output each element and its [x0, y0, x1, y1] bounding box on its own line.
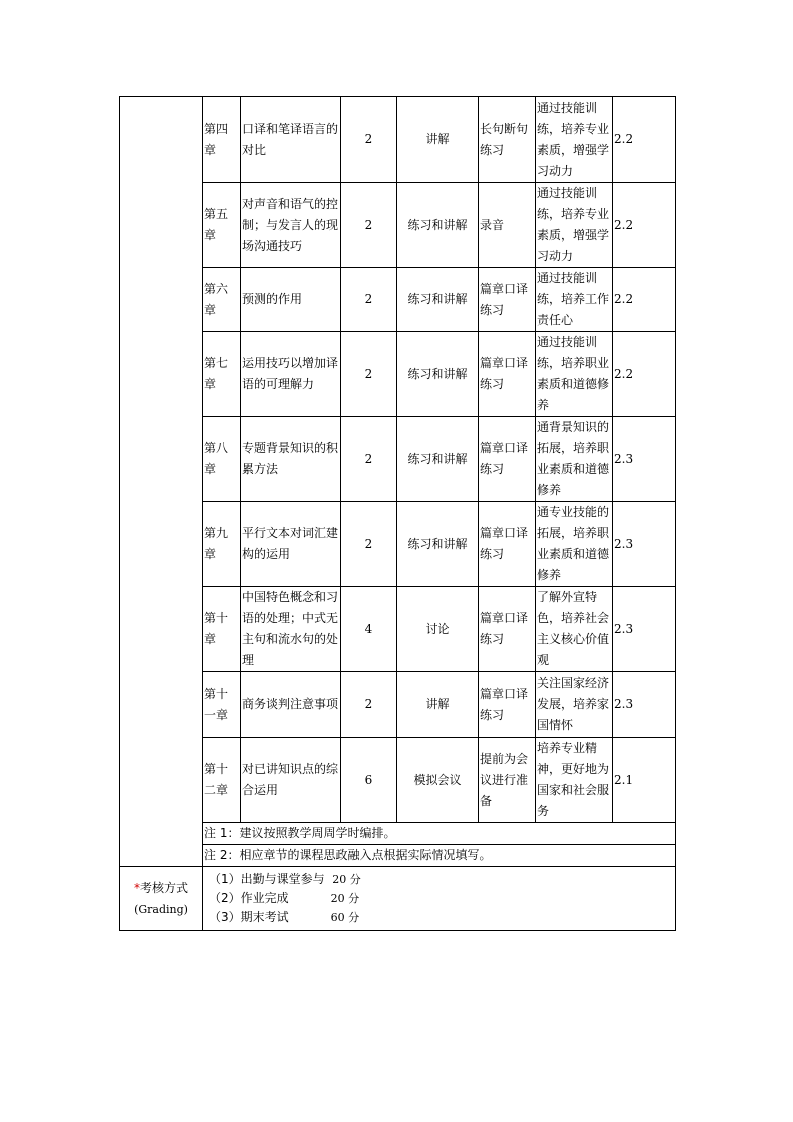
homework-cell: 提前为会议进行准备: [479, 738, 536, 823]
method-cell: 模拟会议: [397, 738, 479, 823]
grading-label-en: (Grading): [134, 902, 188, 916]
objective-cell: 2.3: [613, 502, 676, 587]
method-cell: 讨论: [397, 587, 479, 672]
ideology-cell: 通过技能训练，培养专业素质，增强学习动力: [536, 183, 613, 268]
ideology-cell: 培养专业精神，更好地为国家和社会服务: [536, 738, 613, 823]
grading-item-name: 作业完成: [240, 891, 289, 905]
hours-cell: 2: [341, 332, 397, 417]
chapter-cell: 第十章: [203, 587, 241, 672]
hours-cell: 2: [341, 183, 397, 268]
content-cell: 对已讲知识点的综合运用: [241, 738, 341, 823]
objective-cell: 2.2: [613, 332, 676, 417]
grading-item-name: 期末考试: [240, 910, 289, 924]
chapter-cell: 第八章: [203, 417, 241, 502]
chapter-cell: 第五章: [203, 183, 241, 268]
ideology-cell: 通背景知识的拓展，培养职业素质和道德修养: [536, 417, 613, 502]
note-row: [120, 823, 676, 845]
table-row: [120, 672, 676, 738]
course-schedule-table: [119, 96, 676, 931]
objective-cell: 2.1: [613, 738, 676, 823]
table-row: [120, 268, 676, 332]
note-text: 注 2：相应章节的课程思政融入点根据实际情况填写。: [203, 845, 676, 867]
method-cell: 讲解: [397, 672, 479, 738]
hours-cell: 2: [341, 672, 397, 738]
table-row: [120, 738, 676, 823]
method-cell: 讲解: [397, 97, 479, 183]
homework-cell: 篇章口译练习: [479, 587, 536, 672]
objective-cell: 2.3: [613, 417, 676, 502]
grading-item: [203, 908, 675, 927]
chapter-cell: 第十二章: [203, 738, 241, 823]
method-cell: 练习和讲解: [397, 417, 479, 502]
ideology-cell: 通过技能训练，培养专业素质，增强学习动力: [536, 97, 613, 183]
ideology-cell: 通过技能训练，培养职业素质和道德修养: [536, 332, 613, 417]
homework-cell: 录音: [479, 183, 536, 268]
chapter-cell: 第四章: [203, 97, 241, 183]
hours-cell: 4: [341, 587, 397, 672]
hours-cell: 2: [341, 97, 397, 183]
hours-cell: 2: [341, 417, 397, 502]
table-row: [120, 587, 676, 672]
grading-row: [120, 867, 676, 931]
objective-cell: 2.2: [613, 97, 676, 183]
grading-label-cell: [120, 867, 203, 931]
chapter-cell: 第七章: [203, 332, 241, 417]
grading-item-number: （1）: [209, 872, 241, 886]
table-row: [120, 183, 676, 268]
homework-cell: 篇章口译练习: [479, 332, 536, 417]
grading-item-number: （3）: [209, 910, 241, 924]
grading-item-name: 出勤与课堂参与: [240, 872, 325, 886]
homework-cell: 篇章口译练习: [479, 672, 536, 738]
method-cell: 练习和讲解: [397, 332, 479, 417]
objective-cell: 2.2: [613, 183, 676, 268]
required-star: *: [133, 880, 140, 895]
objective-cell: 2.3: [613, 587, 676, 672]
method-cell: 练习和讲解: [397, 183, 479, 268]
chapter-cell: 第九章: [203, 502, 241, 587]
chapter-cell: 第六章: [203, 268, 241, 332]
table-row: [120, 332, 676, 417]
hours-cell: 2: [341, 268, 397, 332]
chapter-cell: 第十一章: [203, 672, 241, 738]
ideology-cell: 关注国家经济发展，培养家国情怀: [536, 672, 613, 738]
grading-item-points: 20 分: [332, 873, 361, 886]
grading-items-cell: [203, 867, 676, 931]
grading-item-number: （2）: [209, 891, 241, 905]
content-cell: 专题背景知识的积累方法: [241, 417, 341, 502]
ideology-cell: 通专业技能的拓展，培养职业素质和道德修养: [536, 502, 613, 587]
grading-item-points: 60 分: [330, 911, 360, 924]
homework-cell: 篇章口译练习: [479, 502, 536, 587]
homework-cell: 篇章口译练习: [479, 417, 536, 502]
content-cell: 口译和笔译语言的对比: [241, 97, 341, 183]
content-cell: 运用技巧以增加译语的可理解力: [241, 332, 341, 417]
grading-item-spacer: [289, 910, 331, 924]
content-cell: 预测的作用: [241, 268, 341, 332]
grading-label: 考核方式: [139, 880, 188, 895]
content-cell: 中国特色概念和习语的处理；中式无主句和流水句的处理: [241, 587, 341, 672]
grading-item-spacer: [289, 891, 331, 905]
ideology-cell: 通过技能训练，培养工作责任心: [536, 268, 613, 332]
content-cell: 商务谈判注意事项: [241, 672, 341, 738]
hours-cell: 2: [341, 502, 397, 587]
grading-item-points: 20 分: [330, 892, 360, 905]
table-row: [120, 97, 676, 183]
method-cell: 练习和讲解: [397, 268, 479, 332]
ideology-cell: 了解外宣特色，培养社会主义核心价值观: [536, 587, 613, 672]
table-row: [120, 502, 676, 587]
hours-cell: 6: [341, 738, 397, 823]
homework-cell: 长句断句练习: [479, 97, 536, 183]
note-text: 注 1：建议按照教学周周学时编排。: [203, 823, 676, 845]
grading-item: [203, 870, 675, 889]
method-cell: 练习和讲解: [397, 502, 479, 587]
note-row: [120, 845, 676, 867]
content-cell: 平行文本对词汇建构的运用: [241, 502, 341, 587]
grading-item: [203, 889, 675, 908]
objective-cell: 2.3: [613, 672, 676, 738]
left-label-cell: [120, 97, 203, 867]
content-cell: 对声音和语气的控制；与发言人的现场沟通技巧: [241, 183, 341, 268]
objective-cell: 2.2: [613, 268, 676, 332]
homework-cell: 篇章口译练习: [479, 268, 536, 332]
table-row: [120, 417, 676, 502]
